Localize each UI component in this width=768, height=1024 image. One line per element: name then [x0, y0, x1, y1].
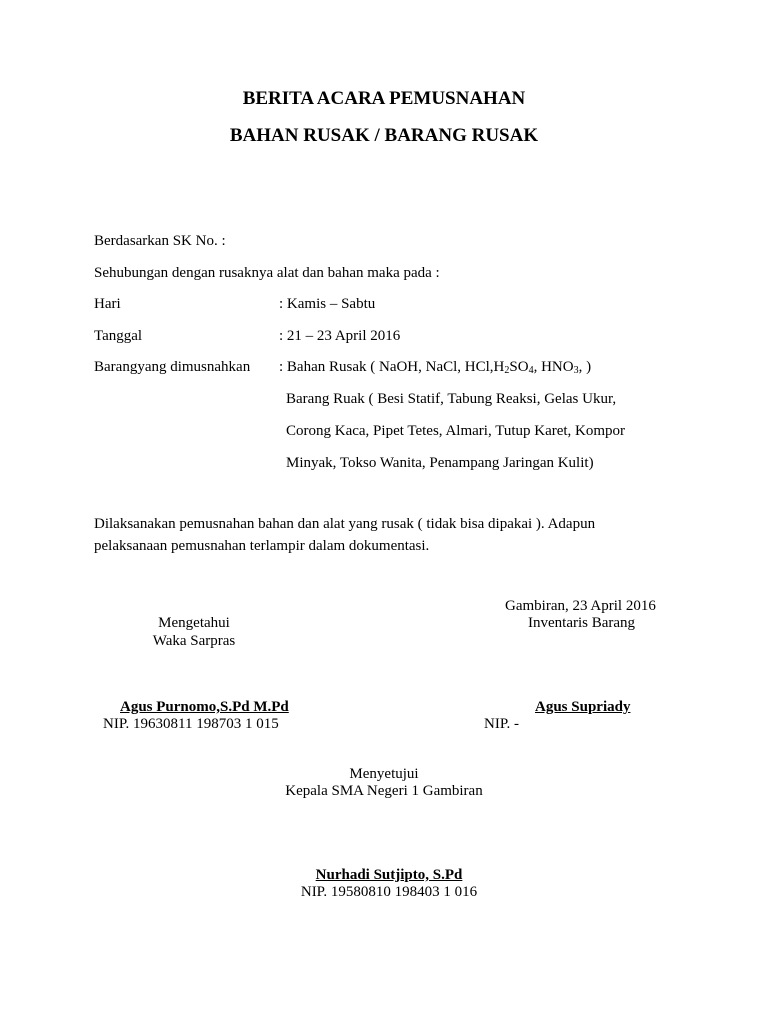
center-sig-line-2: Kepala SMA Negeri 1 Gambiran — [285, 783, 483, 799]
tanggal-label: Tanggal — [94, 328, 143, 344]
hari-value: : Kamis – Sabtu — [279, 296, 376, 312]
right-sig-name: Agus Supriady — [535, 699, 631, 715]
right-sig-nip: NIP. - — [484, 716, 520, 732]
bahan-rusak-line — [279, 359, 591, 376]
intro-line: Sehubungan dengan rusaknya alat dan bahan maka pada : — [94, 265, 440, 281]
left-sig-line-1: Mengetahui — [158, 615, 230, 631]
barang-rusak-line-3: Minyak, Tokso Wanita, Penampang Jaringan Kulit) — [286, 455, 594, 471]
document-title: BERITA ACARA PEMUSNAHAN — [242, 88, 526, 109]
tanggal-value: : 21 – 23 April 2016 — [279, 328, 401, 344]
left-sig-name: Agus Purnomo,S.Pd M.Pd — [120, 699, 289, 715]
bahan-mid2: , HNO — [533, 359, 574, 375]
subscript-4: 4 — [528, 365, 534, 376]
document-subtitle: BAHAN RUSAK / BARANG RUSAK — [229, 125, 539, 146]
subscript-3: 3 — [573, 365, 579, 376]
right-sig-line-1: Inventaris Barang — [528, 615, 636, 631]
barang-label: Barangyang dimusnahkan — [94, 359, 251, 375]
subscript-2: 2 — [504, 365, 510, 376]
center-sig-nip: NIP. 19580810 198403 1 016 — [300, 884, 478, 900]
bahan-mid1: SO — [509, 359, 529, 375]
center-sig-name: Nurhadi Sutjipto, S.Pd — [315, 867, 463, 883]
barang-rusak-line-2: Corong Kaca, Pipet Tetes, Almari, Tutup Karet, Kompor — [286, 423, 626, 439]
paragraph-line-2: pelaksanaan pemusnahan terlampir dalam dokumentasi. — [94, 538, 430, 554]
left-sig-line-2: Waka Sarpras — [152, 633, 236, 649]
hari-label: Hari — [94, 296, 121, 312]
left-sig-nip: NIP. 19630811 198703 1 015 — [103, 716, 279, 732]
center-sig-line-1: Menyetujui — [349, 766, 419, 782]
place-date: Gambiran, 23 April 2016 — [505, 598, 656, 614]
barang-rusak-line-1: Barang Ruak ( Besi Statif, Tabung Reaksi, Gelas Ukur, — [286, 391, 617, 407]
bahan-prefix: : Bahan Rusak ( NaOH, NaCl, HCl,H — [279, 359, 505, 375]
bahan-suffix: , ) — [578, 359, 592, 375]
paragraph-line-1: Dilaksanakan pemusnahan bahan dan alat yang rusak ( tidak bisa dipakai ). Adapun — [94, 516, 596, 532]
sk-line: Berdasarkan SK No. : — [94, 233, 226, 249]
